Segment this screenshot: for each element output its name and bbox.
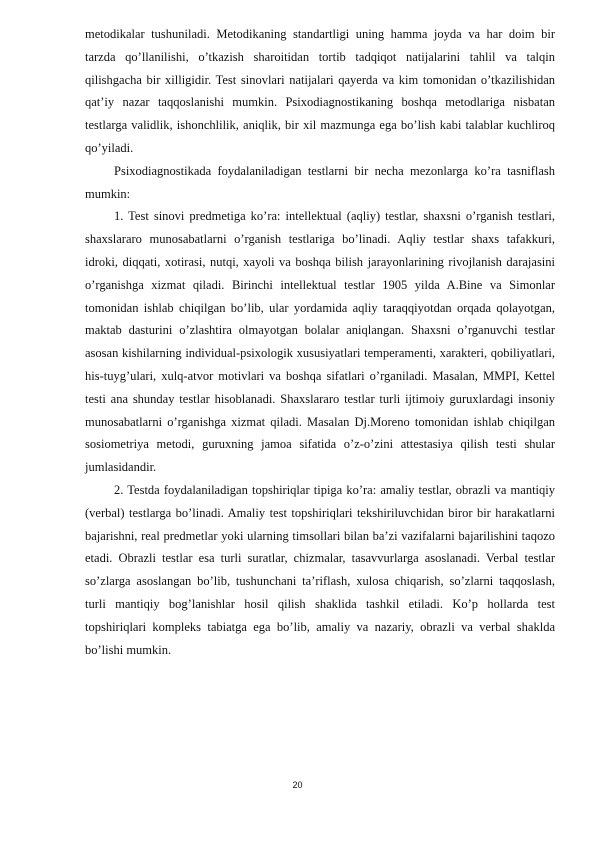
paragraph-criterion-1: 1. Test sinovi predmetiga ko’ra: intellektual (aqliy) testlar, shaxsni o’rganish testlari, shaxslararo munosabatlarni o’rganish testlariga bo’linadi. Aqliy testlar shaxs tafakkuri, idroki, diqqati, xotirasi, nutqi, xayoli va boshqa bilish jarayonlarining rivojlanish darajasini o’rganishga xizmat qiladi. Birinchi intellektual testlar 1905 yilda A.Bine va Simonlar tomonidan ishlab chiqilgan bo’lib, ular yordamida aqliy taraqqiyotdan orqada qolayotgan, maktab dasturini o’zlashtira olmayotgan bolalar aniqlangan. Shaxsni o’rganuvchi testlar asosan kishilarning individual-psixologik xususiyatlari temperamenti, xarakteri, qobiliyatlari, his-tuyg’ulari, xulq-atvor motivlari va boshqa sifatlari o’rganiladi. Masalan, MMPI, Kettel testi ana shunday testlar hisoblanadi. Shaxslararo testlar turli ijtimoiy guruxlardagi insoniy munosabatlarni o’rganishga xizmat qiladi. Masalan Dj.Moreno tomonidan ishlab chiqilgan sosiometriya metodi, guruxning jamoa sifatida o’z-o’zini attestasiya qilish testi shular jumlasidandir. [85, 209, 555, 475]
paragraph-classification-intro: Psixodiagnostikada foydalaniladigan testlarni bir necha mezonlarga ko’ra tasniflash mumkin: [85, 163, 555, 201]
body-text [85, 23, 555, 661]
page-number: 20 [292, 780, 303, 790]
paragraph-continuation: metodikalar tushuniladi. Metodikaning standartligi uning hamma joyda va har doim bir tarzda qo’llanilishi, o’tkazish sharoitidan tortib tadqiqot natijalarini tahlil va talqin qilishgacha bir xilligidir. Test sinovlari natijalari qayerda va kim tomonidan o’tkazilishidan qat’iy nazar taqqoslanishi mumkin. Psixodiagnostikaning boshqa metodlariga nisbatan testlarga validlik, ishonchlilik, aniqlik, bir xil mazmunga ega bo’lish kabi talablar kuchliroq qo’yiladi. [85, 27, 555, 155]
paragraph-criterion-2: 2. Testda foydalaniladigan topshiriqlar tipiga ko’ra: amaliy testlar, obrazli va mantiqiy (verbal) testlarga bo’linadi. Amaliy test topshiriqlari tekshiriluvchidan biror bir harakatlarni bajarishni, real predmetlar yoki ularning timsollari bilan ba’zi vazifalarni bajarilishini taqozo etadi. Obrazli testlar esa turli suratlar, chizmalar, tasavvurlarga asoslanadi. Verbal testlar so’zlarga asoslangan bo’lib, tushunchani ta’riflash, xulosa chiqarish, so’zlarni taqqoslash, turli mantiqiy bog’lanishlar hosil qilish shaklida tashkil etiladi. Ko’p hollarda test topshiriqlari kompleks tabiatga ega bo’lib, amaliy va nazariy, obrazli va verbal shaklda bo’lishi mumkin. [85, 482, 555, 657]
